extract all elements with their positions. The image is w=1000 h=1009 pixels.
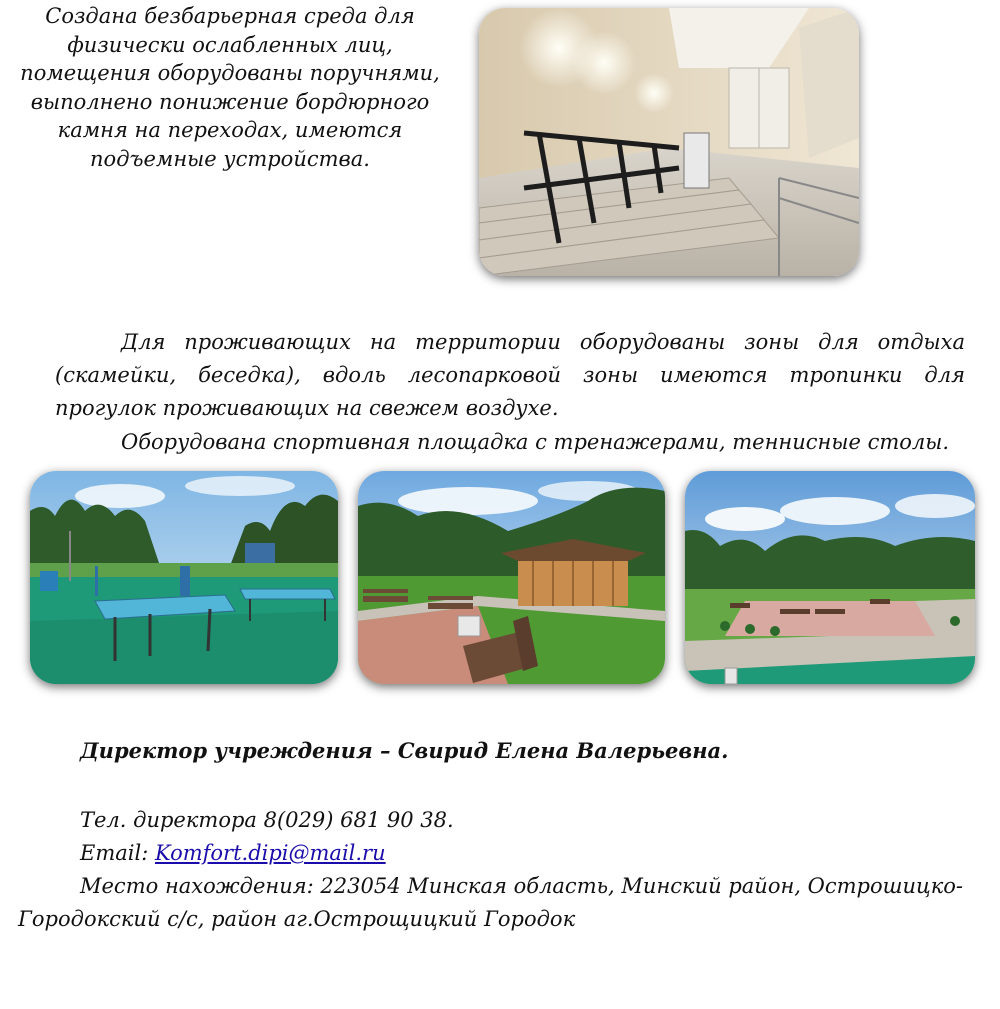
- email-link[interactable]: Komfort.dipi@mail.ru: [154, 841, 386, 865]
- intro-text: [20, 2, 440, 173]
- intro-line: помещения оборудованы поручнями,: [20, 61, 440, 85]
- intro-line: Создана безбарьерная среда для: [45, 4, 415, 28]
- rest-zones-paragraph: Для проживающих на территории оборудованы зоны для отдыха (скамейки, беседка), вдоль лесопарковой зоны имеются тропинки для прогулок проживающих на свежем воздухе.: [55, 330, 965, 420]
- sports-paragraph: Оборудована спортивная площадка с тренажерами, теннисные столы.: [121, 430, 950, 454]
- stairs-lift-photo: [479, 8, 859, 276]
- intro-line: подъемные устройства.: [90, 146, 370, 171]
- intro-line: физически ослабленных лиц,: [67, 32, 393, 57]
- intro-line: выполнено понижение бордюрного: [30, 89, 430, 114]
- park-photo: [685, 471, 975, 684]
- director-phone: Тел. директора 8(029) 681 90 38.: [80, 808, 454, 832]
- email-label: Email:: [80, 841, 155, 865]
- email-line: [80, 837, 386, 870]
- sports-ground-photo: [30, 471, 338, 684]
- address: Место нахождения: 223054 Минская область, Минский район, Острошицко-Городокский с/с, район аг.Острощицкий Городок: [18, 874, 963, 931]
- gazebo-photo: [358, 471, 665, 684]
- director-name: Директор учреждения – Свирид Елена Валерьевна.: [80, 738, 729, 763]
- intro-line: камня на переходах, имеются: [57, 118, 403, 142]
